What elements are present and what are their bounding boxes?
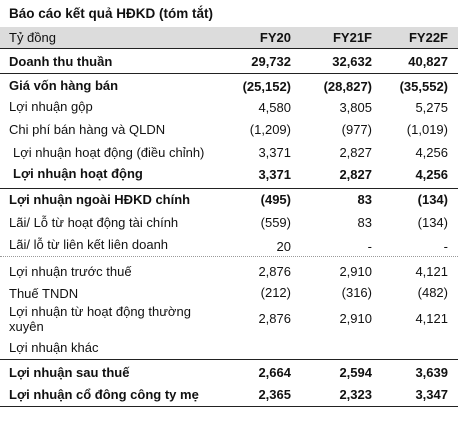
- row-value: (35,552): [399, 79, 448, 94]
- row-label: Chi phí bán hàng và QLDN: [9, 122, 166, 137]
- table-header-row: [0, 27, 458, 48]
- row-value: 2,827: [339, 167, 372, 182]
- row-label: Lợi nhuận hoạt động (điều chỉnh): [13, 145, 205, 160]
- row-value: 3,347: [415, 387, 448, 402]
- row-value: 5,275: [415, 100, 448, 115]
- row-label: Lợi nhuận từ hoạt động thường xuyên: [9, 304, 191, 334]
- table-row: [0, 140, 458, 164]
- row-label: Lợi nhuận cổ đông công ty mẹ: [9, 387, 199, 402]
- row-value: 2,594: [339, 365, 372, 380]
- row-label: Lợi nhuận ngoài HĐKD chính: [9, 192, 191, 207]
- row-value: 20: [276, 239, 291, 254]
- column-header: FY22F: [408, 30, 448, 45]
- row-value: (977): [341, 122, 372, 137]
- row-value: 4,121: [415, 311, 448, 326]
- row-label: Lợi nhuận gộp: [9, 99, 93, 114]
- table-row: [0, 211, 458, 233]
- row-value: -: [443, 239, 448, 254]
- row-label: Lãi/ lỗ từ liên kết liên doanh: [9, 237, 169, 252]
- row-value: 4,256: [415, 145, 448, 160]
- table-row: [0, 48, 458, 73]
- table-row: [0, 188, 458, 211]
- table-row: [0, 73, 458, 95]
- row-value: (1,209): [249, 122, 291, 137]
- table-bottom-rule: [0, 406, 458, 407]
- report-title: Báo cáo kết quả HĐKD (tóm tắt): [9, 6, 214, 21]
- row-value: 3,639: [415, 365, 448, 380]
- row-value: 2,664: [258, 365, 291, 380]
- row-label: Lợi nhuận hoạt động: [13, 166, 143, 181]
- table-row: [0, 256, 458, 280]
- row-value: (134): [417, 192, 448, 207]
- row-value: (495): [260, 192, 291, 207]
- column-header: FY20: [259, 30, 291, 45]
- row-label: Lãi/ Lỗ từ hoạt động tài chính: [9, 215, 179, 230]
- row-value: 4,580: [258, 100, 291, 115]
- row-value: 40,827: [408, 54, 448, 69]
- row-value: -: [367, 239, 372, 254]
- row-value: 2,365: [258, 387, 291, 402]
- row-value: (25,152): [242, 79, 291, 94]
- row-value: 4,256: [415, 167, 448, 182]
- row-value: 4,121: [415, 264, 448, 279]
- row-value: 2,876: [258, 264, 291, 279]
- unit-label: Tỷ đồng: [9, 30, 56, 45]
- table-row: [0, 383, 458, 406]
- table-row: [0, 301, 458, 337]
- row-value: 3,371: [258, 167, 291, 182]
- row-value: (482): [417, 285, 448, 300]
- row-value: 3,371: [258, 145, 291, 160]
- row-value: (134): [417, 215, 448, 230]
- row-value: 2,910: [339, 311, 372, 326]
- row-label: Giá vốn hàng bán: [9, 78, 119, 93]
- row-value: (316): [341, 285, 372, 300]
- row-label: Lợi nhuận trước thuế: [9, 264, 132, 279]
- row-value: 3,805: [339, 100, 372, 115]
- row-value: (559): [260, 215, 291, 230]
- row-value: (28,827): [323, 79, 372, 94]
- row-label: Thuế TNDN: [9, 286, 79, 301]
- row-value: (1,019): [406, 122, 448, 137]
- income-statement-table: [0, 27, 458, 407]
- row-value: 83: [357, 215, 372, 230]
- table-row: [0, 280, 458, 301]
- table-row: [0, 337, 458, 359]
- row-value: 2,323: [339, 387, 372, 402]
- column-header: FY21F: [332, 30, 372, 45]
- table-row: [0, 233, 458, 256]
- row-value: 2,827: [339, 145, 372, 160]
- row-value: 32,632: [332, 54, 372, 69]
- row-value: 2,910: [339, 264, 372, 279]
- row-label: Lợi nhuận sau thuế: [9, 365, 130, 380]
- table-row: [0, 164, 458, 188]
- table-row: [0, 95, 458, 117]
- table-row: [0, 117, 458, 140]
- row-label: Lợi nhuận khác: [9, 340, 99, 355]
- row-value: 2,876: [258, 311, 291, 326]
- row-value: 83: [357, 192, 372, 207]
- row-value: 29,732: [251, 54, 291, 69]
- row-value: (212): [260, 285, 291, 300]
- row-label: Doanh thu thuần: [9, 54, 113, 69]
- table-row: [0, 359, 458, 383]
